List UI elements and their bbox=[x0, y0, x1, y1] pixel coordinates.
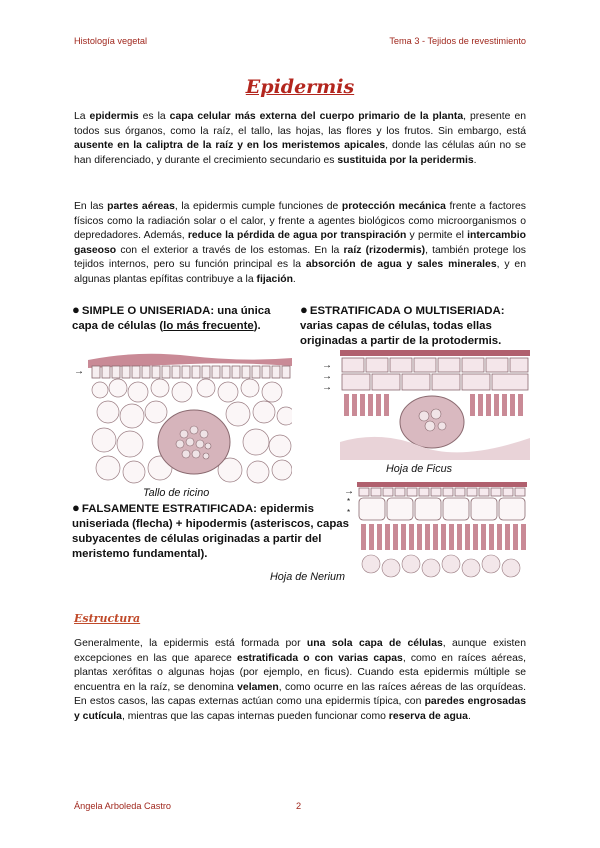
header-subject: Histología vegetal bbox=[74, 36, 148, 46]
page-title: Epidermis bbox=[245, 76, 355, 98]
bullet-dot-icon: ● bbox=[72, 500, 80, 515]
footer-author: Ángela Arboleda Castro bbox=[74, 801, 172, 811]
bullet-simple: ● SIMPLE O UNISERIADA: una única capa de células (lo más frecuente). bbox=[72, 302, 271, 332]
header-topic: Tema 3 - Tejidos de revestimiento bbox=[389, 36, 526, 46]
function-paragraph: En las partes aéreas, la epidermis cumple funciones de protección mecánica frente a factores físicos como la radiación solar o el calor, y frente a agentes biológicos como microorganismos o depredadores. Además, reduce la pérdida de agua por transpiración y permite el intercambio gaseoso con el exterior a través de los estomas. En la raíz (rizodermis), también protege los tejidos internos, pero su función principal es la absorción de agua y sales minerales, y en algunas plantas epífitas contribuye a la fijación. bbox=[74, 201, 526, 285]
micrograph-nerium bbox=[357, 482, 527, 588]
asterisk-hypodermis-icon: * bbox=[347, 497, 351, 506]
micrograph-ficus bbox=[340, 350, 530, 460]
asterisk-hypodermis-icon: * bbox=[347, 508, 351, 517]
caption-ficus: Hoja de Ficus bbox=[386, 463, 453, 475]
page-number: 2 bbox=[296, 801, 302, 811]
caption-nerium: Hoja de Nerium bbox=[270, 571, 346, 583]
arrow-epidermis-icon: → bbox=[344, 486, 354, 497]
section-heading-estructura: Estructura bbox=[74, 612, 141, 625]
caption-ricino: Tallo de ricino bbox=[143, 487, 210, 499]
intro-paragraph: La epidermis es la capa celular más externa del cuerpo primario de la planta, presente en todos sus órganos, como la raíz, el tallo, las hojas, las flores y los frutos. Sin embargo, está ausente en la caliptra de la raíz y en los meristemos apicales, donde las células aún no se han diferenciado, y durante el crecimiento secundario es sustituida por la peridermis. bbox=[74, 111, 526, 166]
bullet-false-stratified: ● FALSAMENTE ESTRATIFICADA: epidermis uniseriada (flecha) + hipodermis (asteriscos, capas subyacentes de células originadas a partir del meristemo fundamental). bbox=[72, 500, 349, 560]
arrow-epidermis-icon: → bbox=[74, 366, 84, 377]
structure-paragraph: Generalmente, la epidermis está formada por una sola capa de células, aunque existen excepciones en las que aparece estratificada o con varias capas, como en raíces aéreas, plantas xerófitas o algunas hojas (por ejemplo, en ficus). Cuando esta epidermis múltiple se encuentra en la raíz, se denomina velamen, como ocurre en las raíces aéreas de las orquídeas. En estos casos, las capas externas actúan como una epidermis típica, con paredes engrosadas y cutícula, mientras que las capas internas pueden funcionar como reserva de agua. bbox=[74, 638, 527, 722]
arrow-layer1-icon: → bbox=[322, 360, 332, 371]
micrograph-ricino bbox=[88, 350, 292, 485]
bullet-dot-icon: ● bbox=[300, 302, 308, 317]
bullet-dot-icon: ● bbox=[72, 302, 80, 317]
bullet-stratified: ● ESTRATIFICADA O MULTISERIADA: varias capas de células, todas ellas originadas a partir de la protodermis. bbox=[300, 302, 505, 347]
arrow-layer2-icon: → bbox=[322, 371, 332, 382]
arrow-layer3-icon: → bbox=[322, 382, 332, 393]
